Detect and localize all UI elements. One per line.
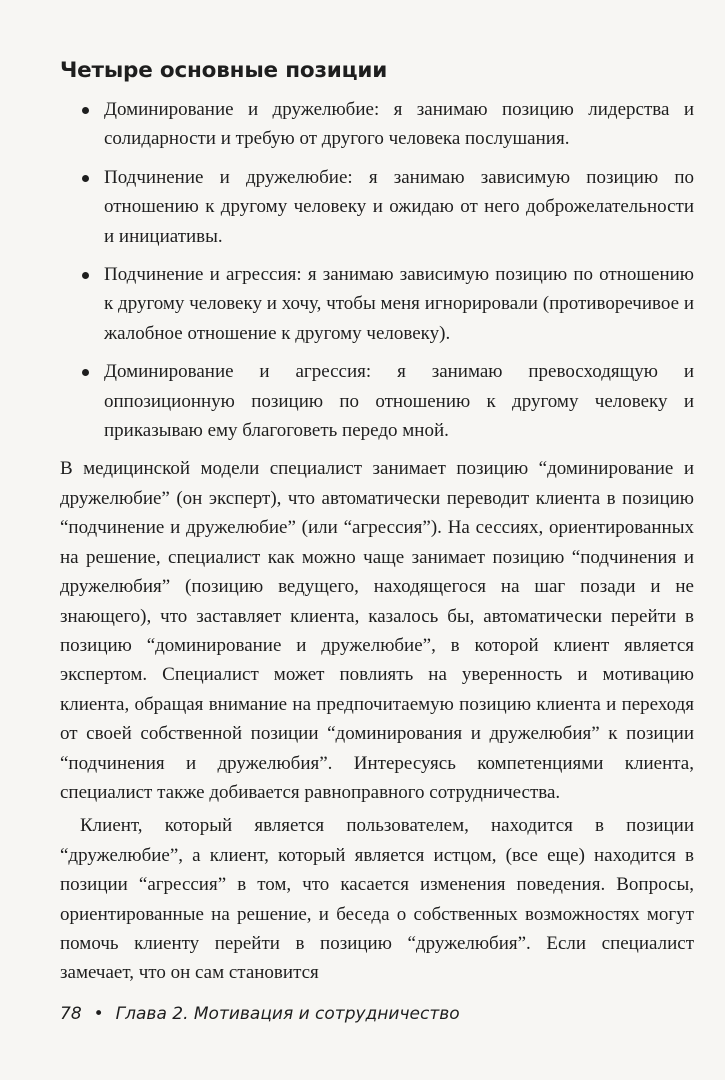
page-body	[60, 58, 694, 988]
list-item	[60, 357, 694, 445]
page-number: 78	[60, 1004, 82, 1024]
page-footer	[60, 1004, 460, 1024]
list-item	[60, 95, 694, 154]
positions-list	[60, 95, 694, 445]
list-item-text: Доминирование и агрессия: я занимаю превосходящую и оппозиционную позицию по отношению к другому человеку и приказываю ему благоговеть передо мной.	[104, 361, 694, 442]
body-paragraph: Клиент, который является пользователем, находится в позиции “дружелюбие”, а клиент, который является истцом, (все еще) находится в позиции “агрессия” в том, что касается изменения поведения. Вопросы, ориентированные на решение, и беседа о собственных возможностях могут помочь клиенту перейти в позицию “дружелюбия”. Если специалист замечает, что он сам становится	[60, 815, 694, 984]
list-item-text: Подчинение и агрессия: я занимаю зависимую позицию по отношению к другому человеку и хочу, чтобы меня игнорировали (противоречивое и жалобное отношение к другому человеку).	[104, 264, 694, 344]
bullet-icon	[82, 369, 89, 376]
bullet-icon	[82, 175, 89, 182]
section-heading: Четыре основные позиции	[60, 58, 388, 83]
bullet-icon	[82, 272, 89, 279]
list-item-text: Доминирование и дружелюбие: я занимаю позицию лидерства и солидарности и требую от другого человека послушания.	[104, 99, 694, 150]
chapter-title: Глава 2. Мотивация и сотрудничество	[115, 1004, 460, 1024]
bullet-icon	[82, 107, 89, 114]
footer-separator: •	[93, 1004, 104, 1024]
body-paragraph: В медицинской модели специалист занимает позицию “доминирование и дружелюбие” (он эксперт), что автоматически переводит клиента в позицию “подчинение и дружелюбие” (или “агрессия”). На сессиях, ориентированных на решение, специалист как можно чаще занимает позицию “подчинения и дружелюбия” (позицию ведущего, находящегося на шаг позади и не знающего), что заставляет клиента, казалось бы, автоматически перейти в позицию “доминирование и дружелюбие”, в которой клиент является экспертом. Специалист может повлиять на уверенность и мотивацию клиента, обращая внимание на предпочитаемую позицию клиента и переходя от своей собственной позиции “доминирования и дружелюбия” к позиции “подчинения и дружелюбия”. Интересуясь компетенциями клиента, специалист также добивается равноправного сотрудничества.	[60, 458, 694, 803]
list-item-text: Подчинение и дружелюбие: я занимаю зависимую позицию по отношению к другому человеку и ожидаю от него доброжелательности и инициативы.	[104, 166, 694, 247]
list-item	[60, 260, 694, 348]
list-item	[60, 163, 694, 251]
